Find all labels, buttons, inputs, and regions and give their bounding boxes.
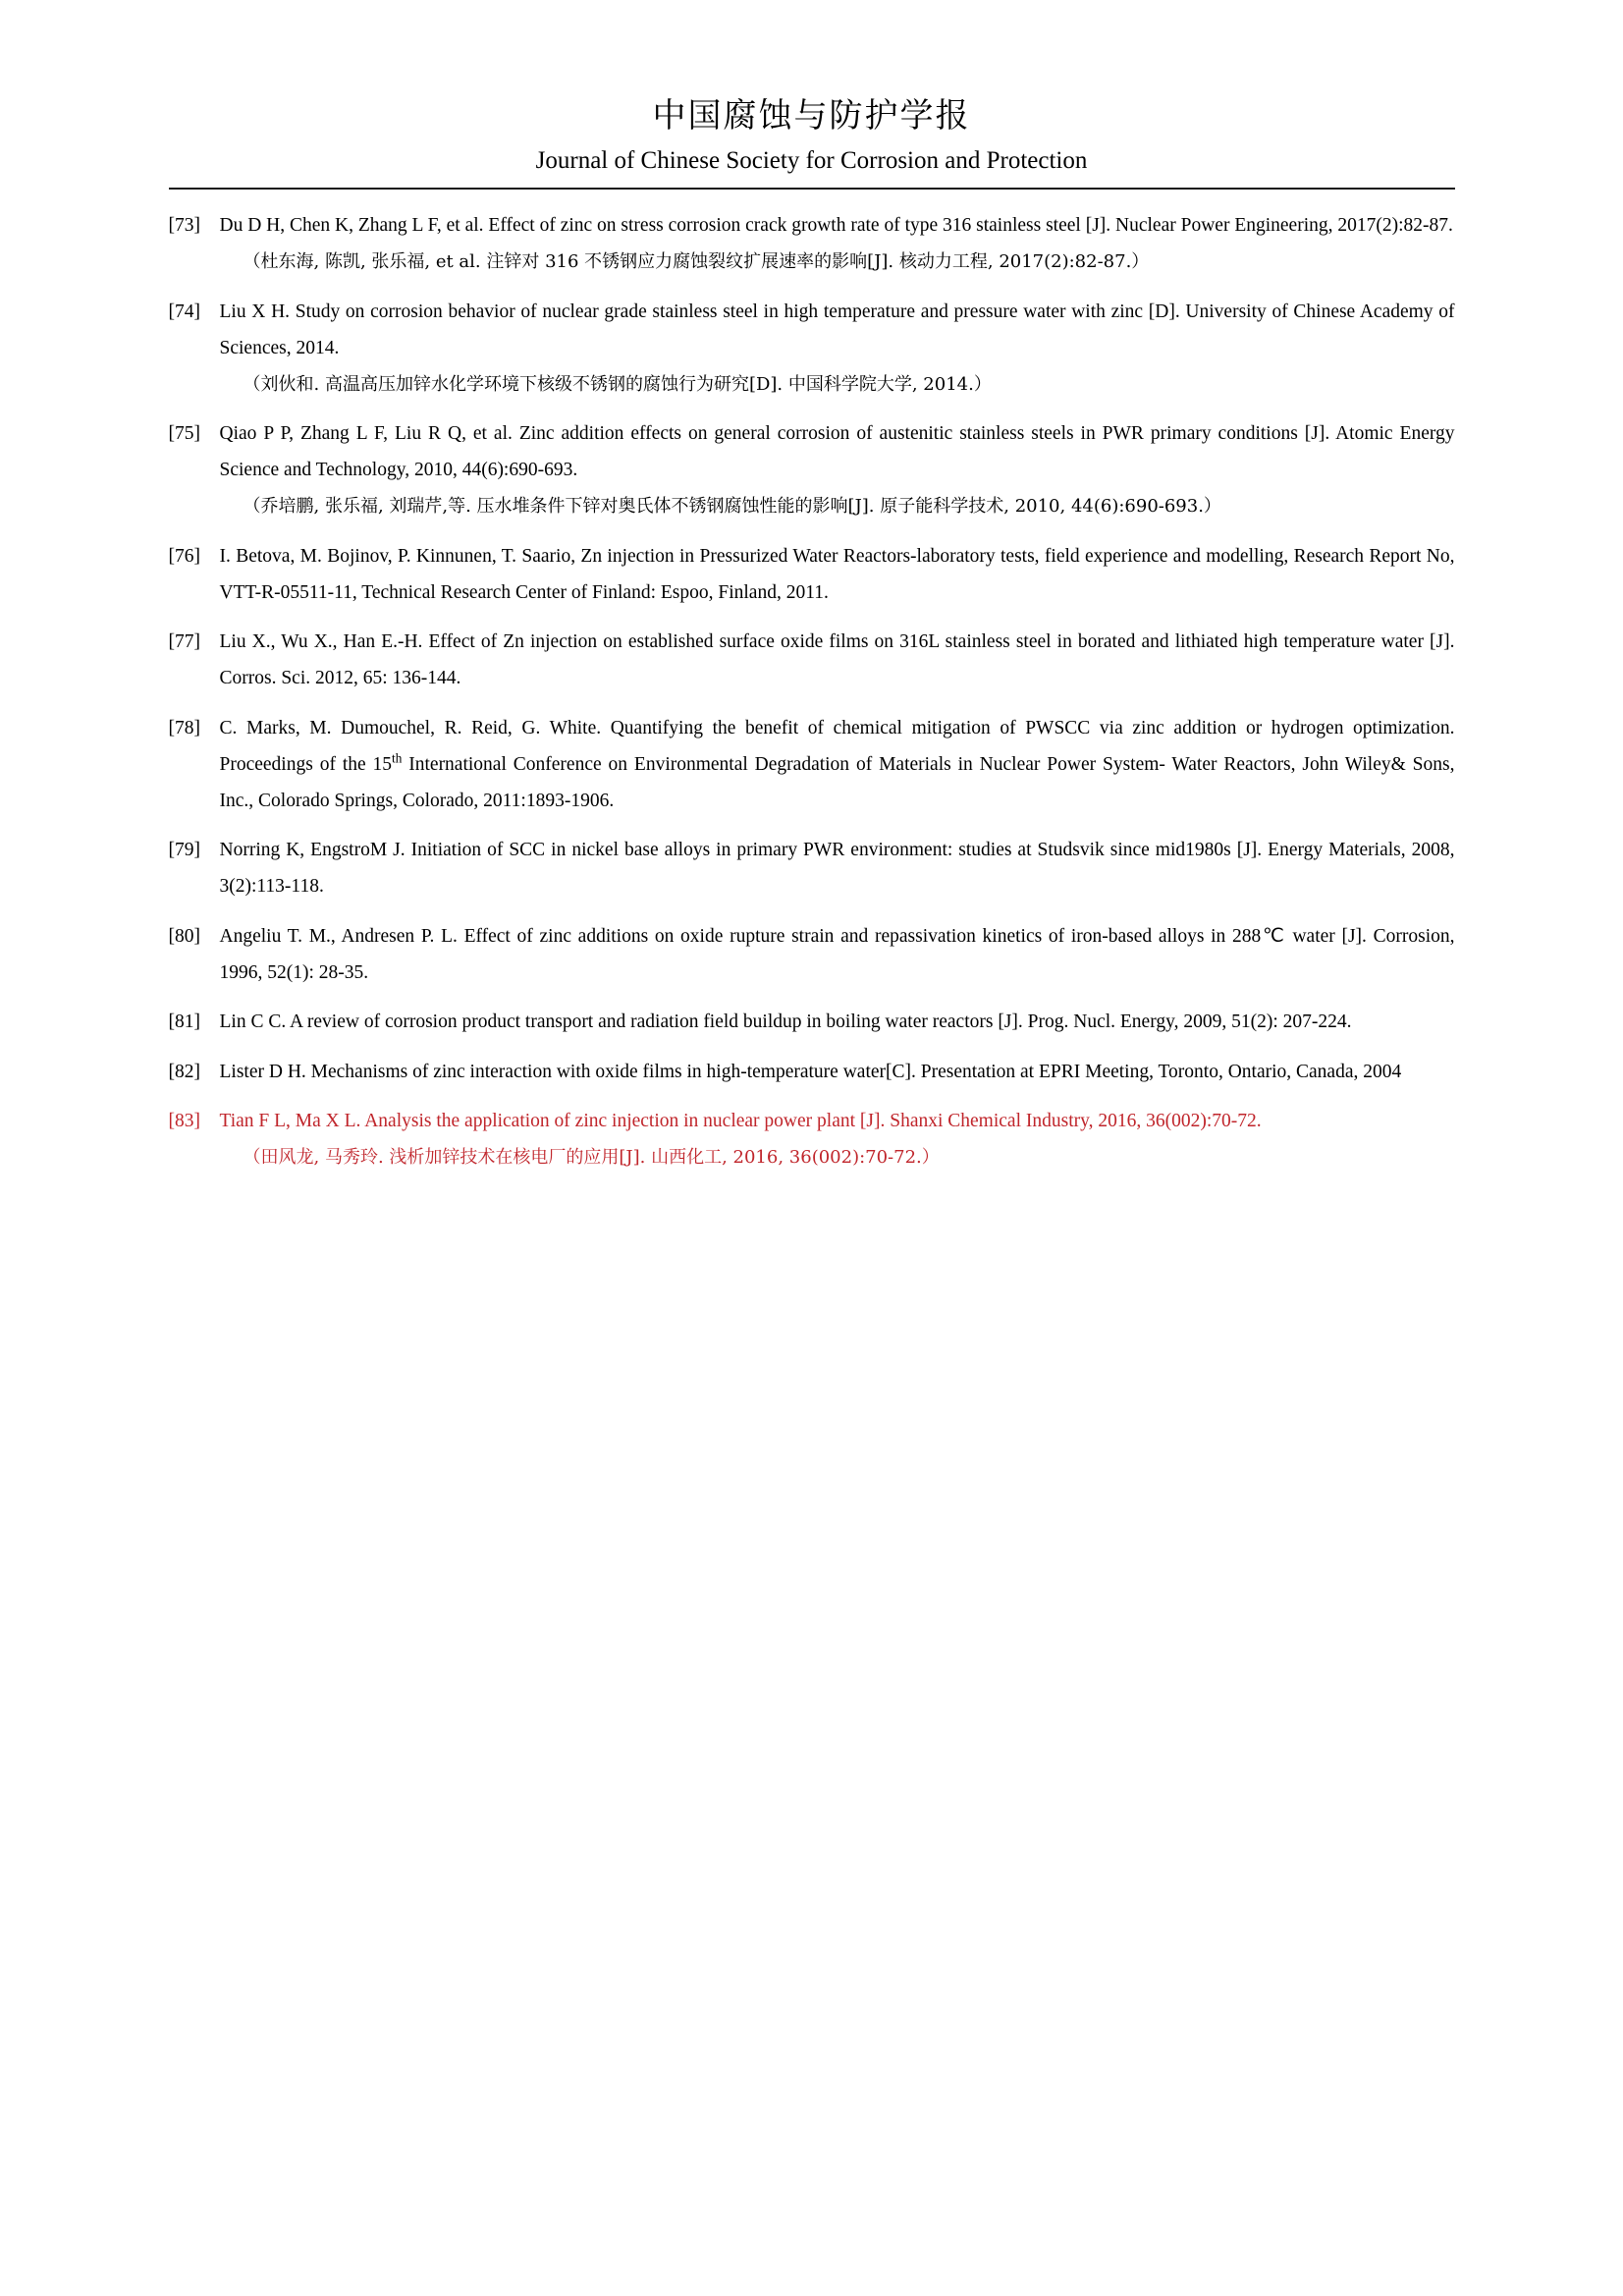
reference-body bbox=[220, 294, 1455, 403]
reference-text: Qiao P P, Zhang L F, Liu R Q, et al. Zinc addition effects on general corrosion of austenitic stainless steels in PWR primary conditions [J]. Atomic Energy Science and Technology, 2010, 44(6):690-693. bbox=[219, 423, 1455, 481]
reference-text: Norring K, EngstroM J. Initiation of SCC in nickel base alloys in primary PWR environment: studies at Studsvik since mid1980s [J]. Energy Materials, 2008, 3(2):113-118. bbox=[219, 840, 1455, 898]
reference-body bbox=[220, 918, 1455, 991]
reference-text: Liu X H. Study on corrosion behavior of nuclear grade stainless steel in high temperature and pressure water with zinc [D]. University of Chinese Academy of Sciences, 2014. bbox=[219, 301, 1455, 358]
reference-number: [74] bbox=[168, 301, 200, 322]
reference-number: [73] bbox=[168, 215, 200, 237]
reference-number: [82] bbox=[168, 1061, 200, 1082]
reference-entry bbox=[169, 710, 1455, 819]
reference-list bbox=[169, 190, 1455, 1175]
reference-body bbox=[220, 832, 1455, 904]
reference-number: [83] bbox=[168, 1111, 200, 1132]
reference-entry bbox=[169, 294, 1455, 403]
reference-entry bbox=[169, 624, 1455, 696]
reference-entry bbox=[169, 832, 1455, 904]
reference-translation: （田风龙, 马秀玲. 浅析加锌技术在核电厂的应用[J]. 山西化工, 2016, 36(002):70-72.） bbox=[243, 1147, 940, 1169]
reference-body bbox=[220, 415, 1455, 524]
reference-text: Angeliu T. M., Andresen P. L. Effect of zinc additions on oxide rupture strain and repassivation kinetics of iron-based alloys in 288℃ water [J]. Corrosion, 1996, 52(1): 28-35. bbox=[219, 925, 1455, 983]
reference-entry bbox=[169, 207, 1455, 280]
journal-title-en: Journal of Chinese Society for Corrosion and Protection bbox=[535, 146, 1088, 174]
reference-number: [80] bbox=[168, 925, 200, 947]
reference-translation: （刘伙和. 高温高压加锌水化学环境下核级不锈钢的腐蚀行为研究[D]. 中国科学院大学, 2014.） bbox=[243, 373, 992, 395]
reference-text: Liu X., Wu X., Han E.-H. Effect of Zn injection on established surface oxide films on 316L stainless steel in borated and lithiated high temperature water [J]. Corros. Sci. 2012, 65: 136-144. bbox=[219, 631, 1455, 689]
reference-number: [81] bbox=[168, 1011, 200, 1033]
reference-number: [77] bbox=[168, 631, 200, 653]
reference-entry bbox=[169, 1054, 1455, 1090]
reference-body bbox=[220, 624, 1455, 696]
reference-number: [75] bbox=[168, 423, 200, 445]
reference-number: [78] bbox=[168, 717, 200, 738]
reference-text: C. Marks, M. Dumouchel, R. Reid, G. White. Quantifying the benefit of chemical mitigation of PWSCC via zinc addition or hydrogen optimization. Proceedings of the 15th International Conference on Environmental Degradation of Materials in Nuclear Power System- Water Reactors, John Wiley& Sons, Inc., Colorado Springs, Colorado, 2011:1893-1906. bbox=[219, 717, 1455, 811]
reference-entry bbox=[169, 415, 1455, 524]
reference-text: Tian F L, Ma X L. Analysis the application of zinc injection in nuclear power plant [J]. Shanxi Chemical Industry, 2016, 36(002):70-72. bbox=[219, 1111, 1262, 1132]
reference-entry bbox=[169, 538, 1455, 611]
reference-entry bbox=[169, 1103, 1455, 1175]
reference-entry bbox=[169, 1004, 1455, 1040]
reference-text: Du D H, Chen K, Zhang L F, et al. Effect of zinc on stress corrosion crack growth rate of type 316 stainless steel [J]. Nuclear Power Engineering, 2017(2):82-87. bbox=[219, 215, 1453, 237]
reference-entry bbox=[169, 918, 1455, 991]
reference-text: Lister D H. Mechanisms of zinc interaction with oxide films in high-temperature water[C]. Presentation at EPRI Meeting, Toronto, Ontario, Canada, 2004 bbox=[219, 1061, 1402, 1082]
reference-body bbox=[220, 1054, 1455, 1090]
reference-body bbox=[220, 1103, 1455, 1175]
reference-body bbox=[220, 710, 1455, 819]
reference-number: [76] bbox=[168, 545, 200, 567]
reference-translation: （杜东海, 陈凯, 张乐福, et al. 注锌对 316 不锈钢应力腐蚀裂纹扩展速率的影响[J]. 核动力工程, 2017(2):82-87.） bbox=[243, 251, 1150, 273]
reference-text: Lin C C. A review of corrosion product transport and radiation field buildup in boiling water reactors [J]. Prog. Nucl. Energy, 2009, 51(2): 207-224. bbox=[219, 1011, 1352, 1033]
reference-body bbox=[220, 1004, 1455, 1040]
reference-body bbox=[220, 538, 1455, 611]
page-header bbox=[0, 0, 1623, 190]
reference-number: [79] bbox=[168, 840, 200, 861]
journal-title-cn: 中国腐蚀与防护学报 bbox=[652, 96, 971, 136]
reference-text: I. Betova, M. Bojinov, P. Kinnunen, T. Saario, Zn injection in Pressurized Water Reactors-laboratory tests, field experience and modelling, Research Report No, VTT-R-05511-11, Technical Research Center of Finland: Espoo, Finland, 2011. bbox=[219, 545, 1455, 603]
reference-translation: （乔培鹏, 张乐福, 刘瑞芹,等. 压水堆条件下锌对奥氏体不锈钢腐蚀性能的影响[J]. 原子能科学技术, 2010, 44(6):690-693.） bbox=[243, 496, 1221, 518]
reference-body bbox=[220, 207, 1455, 280]
